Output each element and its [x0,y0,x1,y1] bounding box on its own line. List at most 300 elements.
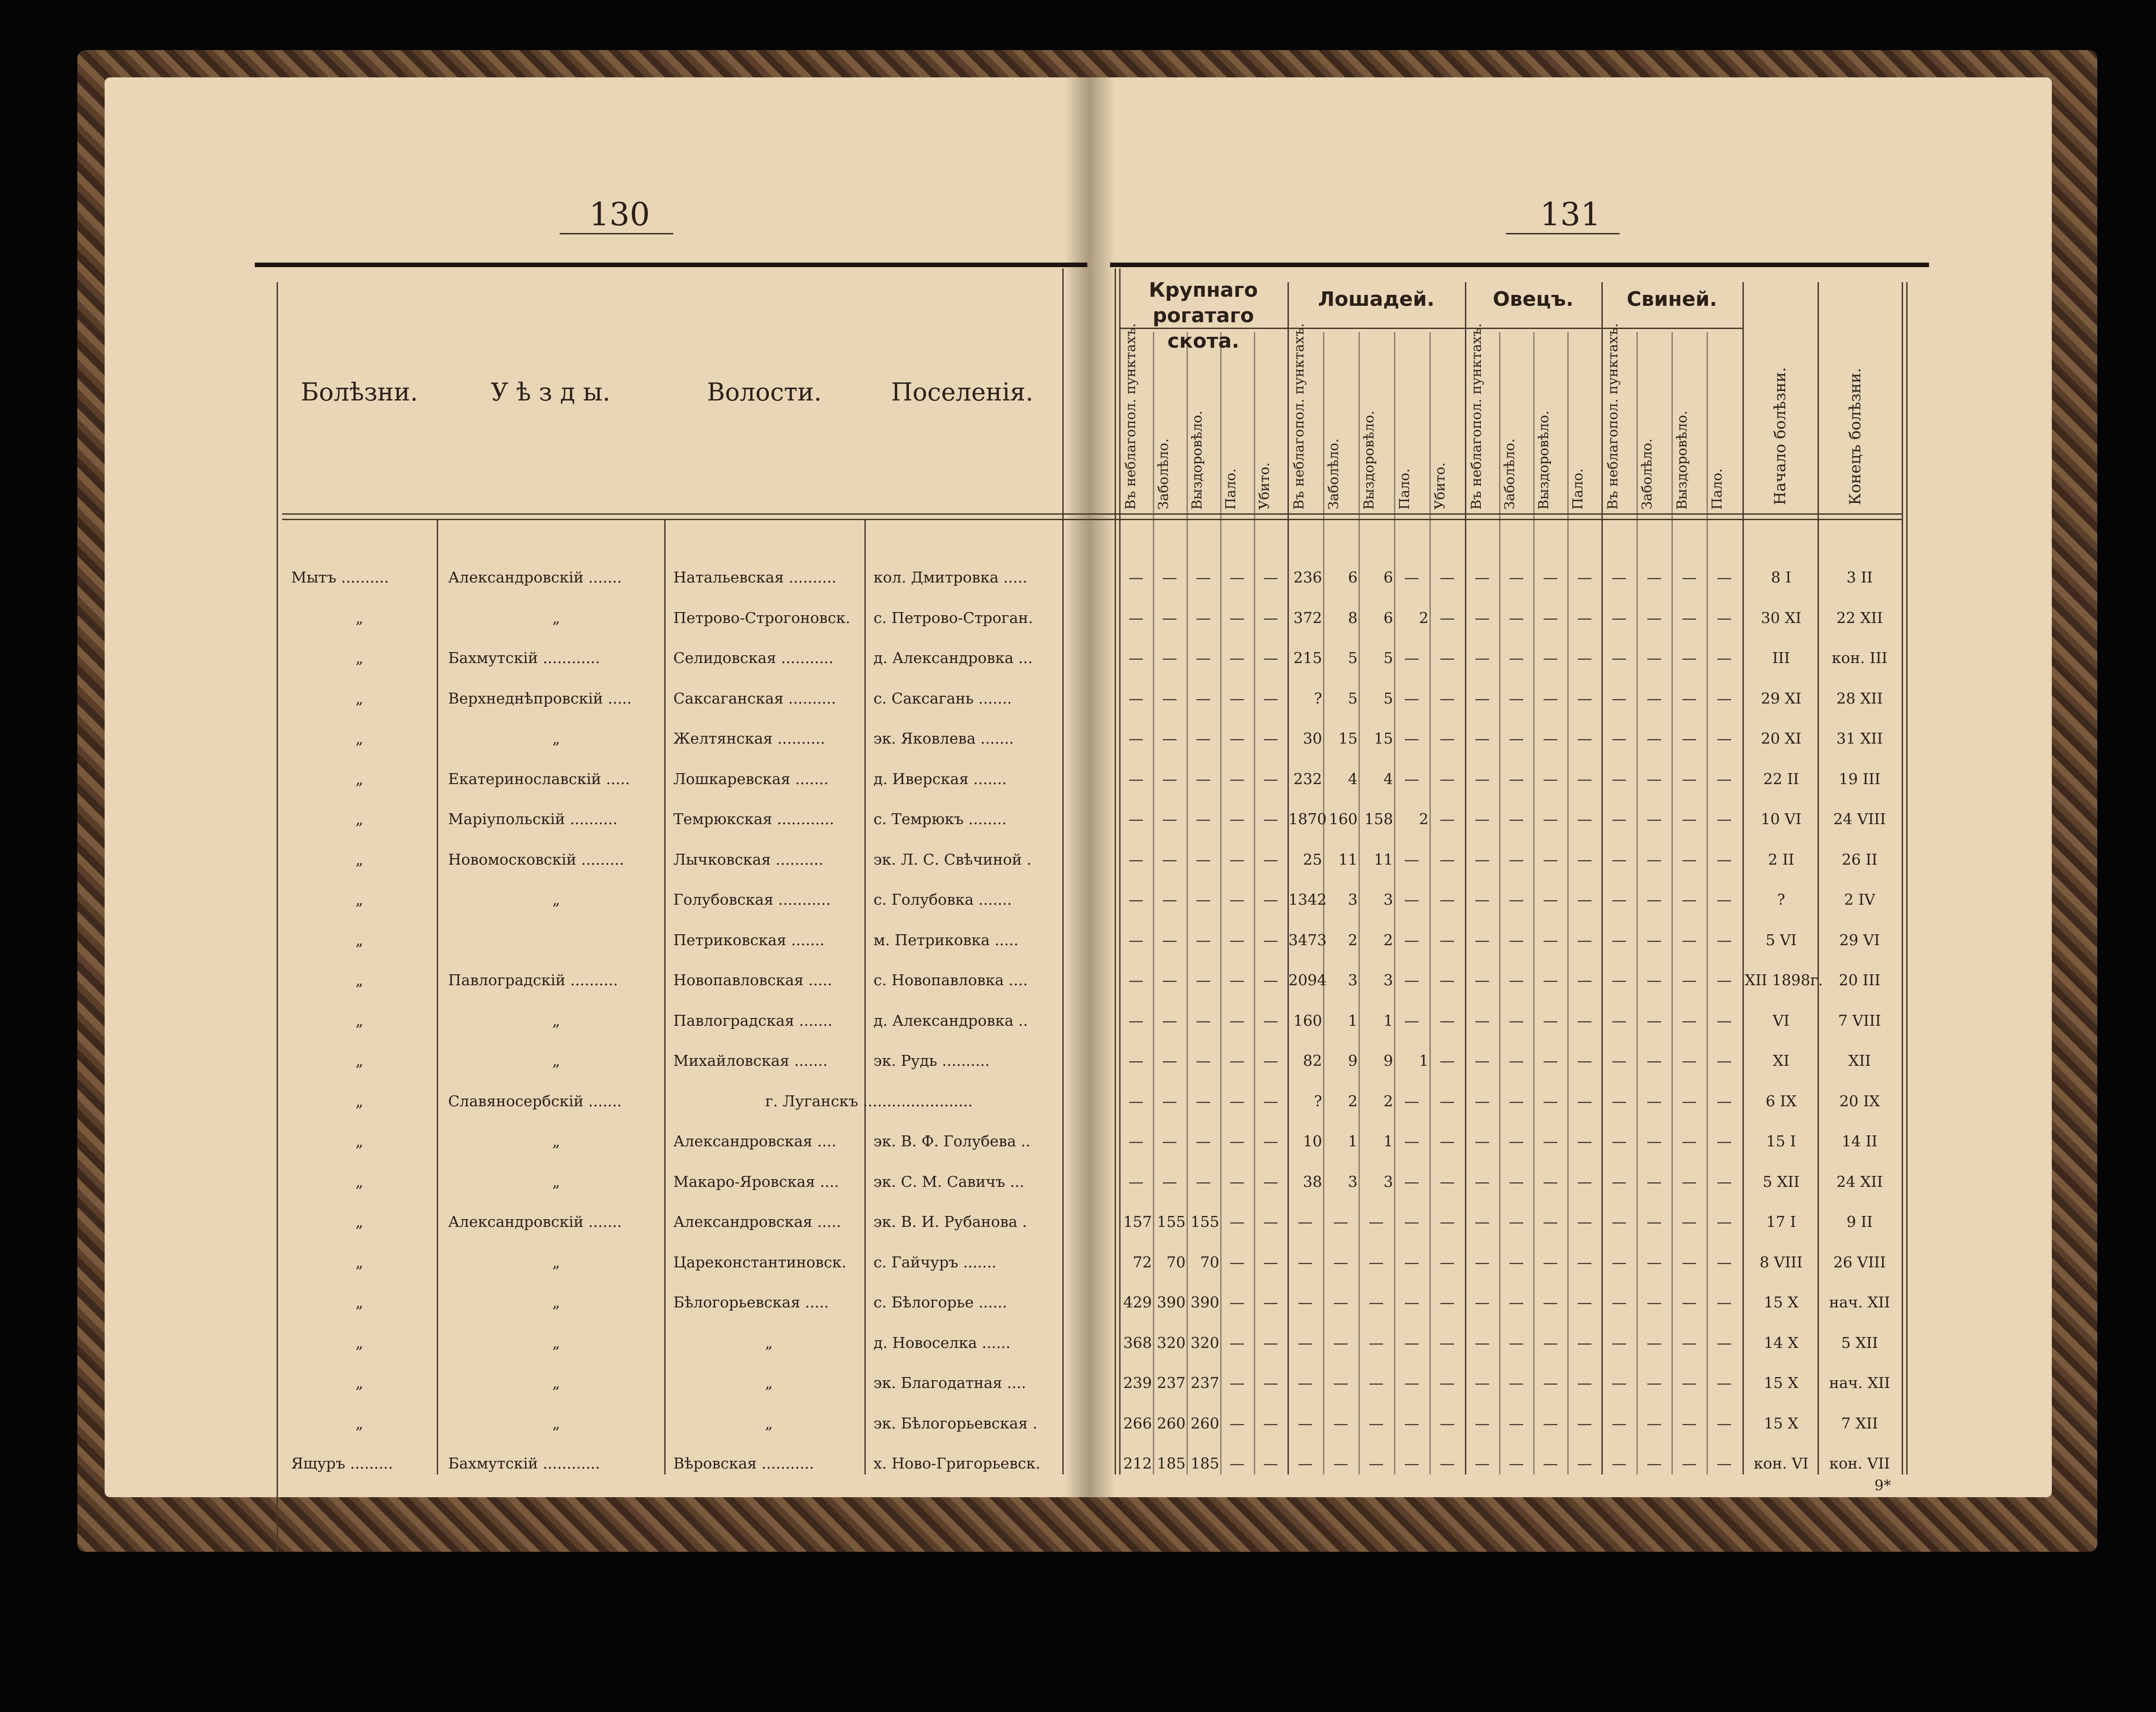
cell-sheep: — [1543,1374,1558,1392]
cell-horses: — [1439,1132,1455,1150]
header-volosti: Волости. [707,378,822,406]
cell-disease: „ [355,1092,364,1110]
cell-end: 31 XII [1836,729,1883,747]
cell-cattle: — [1196,689,1211,707]
cell-sheep: — [1543,1414,1558,1432]
cell-sheep: — [1474,608,1490,627]
cell-horses: — [1298,1454,1313,1472]
cell-pigs: — [1646,1132,1662,1150]
cell-end: нач. XII [1829,1293,1890,1311]
cell-poselenie: м. Петриковка ..... [874,931,1019,949]
cell-cattle: 155 [1191,1213,1219,1231]
cell-cattle: — [1263,770,1278,788]
cell-horses: 15 [1338,729,1358,747]
cell-start: 5 XII [1762,1172,1800,1190]
table-row [0,1403,2156,1444]
subheader-fell: Пало. [1223,468,1239,510]
cell-cattle: 239 [1123,1374,1152,1392]
cell-cattle: 212 [1123,1454,1152,1472]
cell-cattle: — [1263,931,1278,949]
cell-end: 24 XII [1836,1172,1883,1190]
cell-sheep: — [1474,1011,1490,1029]
cell-cattle: — [1196,1132,1211,1150]
cell-cattle: — [1229,1333,1245,1352]
cell-horses: — [1439,1414,1455,1432]
cell-pigs: — [1611,1293,1627,1311]
cell-poselenie: д. Александровка .. [874,1011,1028,1029]
cell-horses: — [1333,1414,1348,1432]
subheader-in_points: Въ неблагопол. пунктахъ. [1469,323,1484,510]
cell-volost: Цареконстантиновск. [673,1253,847,1271]
cell-sheep: — [1543,1253,1558,1271]
cell-disease: „ [355,891,364,908]
cell-volost: Александровская .... [673,1132,837,1150]
cell-cattle: — [1263,1172,1278,1190]
cell-poselenie: эк. Рудь .......... [874,1052,990,1069]
cell-pigs: — [1611,689,1627,707]
cell-horses: — [1439,770,1455,788]
table-row [0,598,2156,638]
cell-sheep: — [1577,689,1592,707]
cell-sheep: — [1474,1374,1490,1392]
cell-pigs: — [1717,729,1732,747]
cell-horses: — [1439,810,1455,828]
cell-uezd: „ [552,1374,560,1392]
cell-uezd: „ [552,1414,560,1432]
cell-horses: 1 [1383,1132,1393,1150]
cell-cattle: — [1229,810,1245,828]
cell-cattle: — [1263,1213,1278,1231]
cell-sheep: — [1509,770,1524,788]
cell-end: 14 II [1842,1132,1878,1150]
cell-pigs: — [1717,931,1732,949]
cell-pigs: — [1611,1414,1627,1432]
table-row [0,1041,2156,1081]
cell-pigs: — [1717,1132,1732,1150]
table-row [0,638,2156,678]
cell-horses: — [1404,1011,1419,1029]
cell-cattle: — [1128,689,1144,707]
cell-horses: 5 [1383,689,1393,707]
cell-cattle: — [1229,1172,1245,1190]
cell-cattle: 70 [1200,1253,1219,1271]
cell-end: 20 IX [1839,1092,1880,1110]
cell-disease: „ [355,1172,364,1190]
cell-horses: — [1333,1454,1348,1472]
cell-horses: — [1404,770,1419,788]
cell-horses: — [1298,1213,1313,1231]
cell-disease: Ящуръ ......... [291,1454,393,1472]
cell-sheep: — [1543,1293,1558,1311]
cell-sheep: — [1474,1132,1490,1150]
cell-sheep: — [1474,568,1490,586]
cell-horses: — [1404,1414,1419,1432]
cell-cattle: — [1196,568,1211,586]
cell-disease: „ [355,850,364,868]
cell-cattle: — [1263,850,1278,868]
table-row [0,1081,2156,1121]
cell-pigs: — [1646,1293,1662,1311]
cell-horses: — [1439,1333,1455,1352]
cell-end: 7 VIII [1838,1011,1881,1029]
cell-cattle: — [1128,1172,1144,1190]
cell-pigs: — [1717,1052,1732,1069]
cell-horses: — [1439,689,1455,707]
cell-sheep: — [1509,1213,1524,1231]
cell-pigs: — [1611,1132,1627,1150]
cell-horses: — [1439,971,1455,989]
cell-horses: ? [1314,1092,1322,1110]
cell-volost: Темрюкская ............ [673,810,834,828]
cell-pigs: — [1611,971,1627,989]
cell-disease: „ [355,931,364,949]
cell-pigs: — [1646,1011,1662,1029]
cell-pigs: — [1646,810,1662,828]
cell-uezd: Александровскій ....... [448,568,622,586]
cell-cattle: — [1229,1011,1245,1029]
cell-cattle: — [1263,891,1278,908]
cell-sheep: — [1577,608,1592,627]
header-disease: Болѣзни. [301,378,418,406]
table-row [0,557,2156,598]
cell-cattle: — [1162,1132,1177,1150]
cell-disease: „ [355,1293,364,1311]
cell-sheep: — [1509,689,1524,707]
cell-cattle: — [1128,770,1144,788]
cell-sheep: — [1577,1092,1592,1110]
cell-cattle: 157 [1123,1213,1152,1231]
cell-sheep: — [1509,971,1524,989]
cell-poselenie: эк. Яковлева ....... [874,729,1014,747]
cell-pigs: — [1681,810,1697,828]
cell-horses: 30 [1303,729,1322,747]
cell-sheep: — [1577,850,1592,868]
cell-disease: „ [355,971,364,989]
cell-cattle: — [1229,1052,1245,1069]
cell-pigs: — [1717,770,1732,788]
cell-pigs: — [1681,689,1697,707]
cell-horses: — [1298,1293,1313,1311]
cell-sheep: — [1474,931,1490,949]
cell-horses: — [1404,649,1419,667]
cell-pigs: — [1611,729,1627,747]
cell-poselenie: с. Темрюкъ ........ [874,810,1007,828]
cell-sheep: — [1543,649,1558,667]
cell-pigs: — [1646,1213,1662,1231]
cell-pigs: — [1646,608,1662,627]
cell-horses: — [1404,850,1419,868]
cell-horses: 1 [1348,1132,1358,1150]
cell-poselenie: с. Бѣлогорье ...... [874,1293,1007,1311]
cell-poselenie: д. Иверская ....... [874,770,1007,788]
cell-cattle: — [1263,729,1278,747]
cell-volost: Павлоградская ....... [673,1011,833,1029]
cell-sheep: — [1543,1333,1558,1352]
cell-start: 15 X [1764,1414,1798,1432]
cell-volost: Александровская ..... [673,1213,841,1231]
cell-cattle: — [1128,568,1144,586]
cell-poselenie: эк. С. М. Савичъ ... [874,1172,1025,1190]
cell-sheep: — [1543,568,1558,586]
cell-horses: 3 [1348,891,1358,908]
subheader-recovered: Выздоровѣло. [1189,410,1205,510]
cell-pigs: — [1717,608,1732,627]
cell-pigs: — [1611,1213,1627,1231]
cell-cattle: — [1263,649,1278,667]
cell-horses: — [1368,1374,1384,1392]
cell-sheep: — [1577,891,1592,908]
cell-cattle: — [1229,608,1245,627]
cell-pigs: — [1611,568,1627,586]
page-number-rule-right [1506,233,1620,234]
cell-horses: 1 [1419,1052,1429,1069]
cell-horses: — [1404,1172,1419,1190]
cell-cattle: — [1263,1253,1278,1271]
cell-sheep: — [1577,770,1592,788]
table-row [0,799,2156,839]
cell-pigs: — [1611,1092,1627,1110]
cell-sheep: — [1474,1172,1490,1190]
cell-disease: „ [355,1052,364,1069]
cell-cattle: 390 [1157,1293,1186,1311]
cell-sheep: — [1474,810,1490,828]
cell-horses: — [1404,1132,1419,1150]
cell-poselenie: эк. Благодатная .... [874,1374,1026,1392]
cell-uezd: „ [552,1132,560,1150]
cell-cattle: — [1128,608,1144,627]
cell-poselenie: с. Саксагань ....... [874,689,1012,707]
cell-horses: — [1368,1454,1384,1472]
cell-pigs: — [1681,931,1697,949]
cell-sheep: — [1474,1293,1490,1311]
table-row [0,719,2156,759]
cell-horses: — [1404,1374,1419,1392]
cell-cattle: — [1162,770,1177,788]
cell-sheep: — [1509,1374,1524,1392]
cell-cattle: — [1162,850,1177,868]
cell-cattle: — [1128,971,1144,989]
cell-pigs: — [1717,1253,1732,1271]
cell-pigs: — [1717,1374,1732,1392]
cell-cattle: 72 [1133,1253,1152,1271]
cell-poselenie: эк. В. И. Рубанова . [874,1213,1027,1231]
subheader-in_points: Въ неблагопол. пунктахъ. [1291,323,1307,510]
cell-start: 30 XI [1761,608,1802,627]
cell-pigs: — [1681,770,1697,788]
cell-sheep: — [1474,1333,1490,1352]
cell-volost: Михайловская ....... [673,1052,828,1069]
cell-start: 10 VI [1761,810,1802,828]
cell-sheep: — [1474,971,1490,989]
cell-pigs: — [1717,891,1732,908]
cell-horses: — [1439,1213,1455,1231]
cell-end: 26 VIII [1833,1253,1886,1271]
cell-volost: Новопавловская ..... [673,971,833,989]
cell-pigs: — [1646,770,1662,788]
cell-horses: 5 [1383,649,1393,667]
cell-start: кон. VI [1753,1454,1809,1472]
cell-uezd: „ [552,729,560,747]
cell-pigs: — [1611,850,1627,868]
cell-pigs: — [1681,1172,1697,1190]
cell-horses: — [1333,1253,1348,1271]
cell-end: 29 VI [1839,931,1880,949]
cell-uezd: Бахмутскій ............ [448,1454,600,1472]
subheader-fell: Пало. [1397,468,1413,510]
cell-start: XI [1772,1052,1790,1069]
cell-sheep: — [1509,1293,1524,1311]
cell-horses: — [1333,1213,1348,1231]
cell-cattle: — [1263,1092,1278,1110]
table-row [0,920,2156,960]
cell-start: 29 XI [1761,689,1802,707]
cell-volost: Макаро-Яровская .... [673,1172,839,1190]
subheader-recovered: Выздоровѣло. [1536,410,1552,510]
cell-horses: — [1404,1213,1419,1231]
cell-horses: — [1404,568,1419,586]
cell-pigs: — [1611,891,1627,908]
cell-pigs: — [1717,689,1732,707]
cell-horses: — [1439,1374,1455,1392]
cell-sheep: — [1577,1132,1592,1150]
cell-volost: „ [765,1374,773,1392]
cell-sheep: — [1509,729,1524,747]
cell-cattle: — [1196,770,1211,788]
cell-cattle: — [1196,1011,1211,1029]
cell-cattle: — [1162,971,1177,989]
cell-horses: 4 [1383,770,1393,788]
cell-horses: 2 [1383,931,1393,949]
page-number-left: 130 [589,196,650,233]
cell-pigs: — [1681,1132,1697,1150]
table-row [0,1001,2156,1041]
cell-uezd: Новомосковскій ......... [448,850,624,868]
cell-horses: 6 [1383,568,1393,586]
cell-pigs: — [1646,689,1662,707]
cell-horses: 3 [1348,971,1358,989]
cell-cattle: — [1196,810,1211,828]
cell-start: 8 I [1771,568,1792,586]
cell-cattle: 260 [1157,1414,1186,1432]
cell-sheep: — [1543,971,1558,989]
cell-pigs: — [1681,1052,1697,1069]
cell-cattle: — [1229,971,1245,989]
cell-horses: — [1439,1172,1455,1190]
cell-end: кон. VII [1829,1454,1890,1472]
cell-start: 22 II [1763,770,1799,788]
cell-pigs: — [1611,810,1627,828]
cell-end: 22 XII [1836,608,1883,627]
cell-sheep: — [1543,1011,1558,1029]
cell-cattle: — [1229,1414,1245,1432]
cell-sheep: — [1474,689,1490,707]
grid-hline [282,513,1902,515]
cell-sheep: — [1577,729,1592,747]
cell-pigs: — [1717,810,1732,828]
cell-volost: Лошкаревская ....... [673,770,829,788]
cell-cattle: — [1263,1011,1278,1029]
cell-cattle: — [1162,810,1177,828]
cell-cattle: 429 [1123,1293,1152,1311]
cell-pigs: — [1611,931,1627,949]
cell-horses: 160 [1329,810,1358,828]
cell-poselenie: с. Новопавловка .... [874,971,1028,989]
cell-uezd: „ [552,1333,560,1352]
cell-pigs: — [1717,1454,1732,1472]
cell-poselenie: х. Ново-Григорьевск. [874,1454,1040,1472]
cell-horses: 3 [1383,891,1393,908]
cell-cattle: — [1196,608,1211,627]
cell-disease: „ [355,1132,364,1150]
cell-pigs: — [1681,971,1697,989]
cell-cattle: — [1128,649,1144,667]
cell-disease: „ [355,729,364,747]
cell-horses: 15 [1374,729,1393,747]
cell-horses: 215 [1293,649,1322,667]
cell-horses: — [1439,931,1455,949]
cell-sheep: — [1509,1132,1524,1150]
cell-pigs: — [1611,1011,1627,1029]
cell-sheep: — [1577,1374,1592,1392]
cell-pigs: — [1681,891,1697,908]
cell-sheep: — [1577,971,1592,989]
cell-sheep: — [1543,931,1558,949]
cell-sheep: — [1474,649,1490,667]
cell-uezd: „ [552,608,560,627]
cell-horses: — [1404,1092,1419,1110]
cell-sheep: — [1474,1213,1490,1231]
cell-horses: — [1368,1333,1384,1352]
cell-cattle: — [1128,931,1144,949]
cell-horses: 38 [1303,1172,1322,1190]
cell-sheep: — [1577,1172,1592,1190]
cell-uezd: Маріупольскій .......... [448,810,618,828]
cell-horses: 5 [1348,689,1358,707]
cell-cattle: — [1162,608,1177,627]
cell-horses: — [1439,1011,1455,1029]
cell-horses: 8 [1348,608,1358,627]
cell-cattle: — [1229,850,1245,868]
cell-cattle: — [1162,729,1177,747]
cell-horses: — [1298,1414,1313,1432]
page-number-rule-left [560,233,673,234]
cell-cattle: — [1196,649,1211,667]
cell-cattle: — [1229,1213,1245,1231]
cell-pigs: — [1611,1333,1627,1352]
cell-cattle: 260 [1191,1414,1219,1432]
cell-disease: „ [355,608,364,627]
cell-cattle: 155 [1157,1213,1186,1231]
cell-horses: 1870 [1288,810,1327,828]
cell-sheep: — [1543,891,1558,908]
cell-sheep: — [1577,1293,1592,1311]
cell-uezd: Павлоградскій .......... [448,971,618,989]
header-uezdy: У ѣ з д ы. [490,378,611,406]
cell-end: 3 II [1846,568,1873,586]
cell-sheep: — [1509,1172,1524,1190]
cell-end: 19 III [1838,770,1881,788]
cell-end: 5 XII [1841,1333,1878,1352]
cell-volost: Селидовская ........... [673,649,833,667]
cell-disease: „ [355,649,364,667]
cell-pigs: — [1646,1172,1662,1190]
cell-volost: Саксаганская .......... [673,689,836,707]
cell-horses: ? [1314,689,1322,707]
cell-pigs: — [1681,1333,1697,1352]
cell-sheep: — [1543,608,1558,627]
cell-cattle: — [1229,1374,1245,1392]
cell-cattle: — [1263,568,1278,586]
